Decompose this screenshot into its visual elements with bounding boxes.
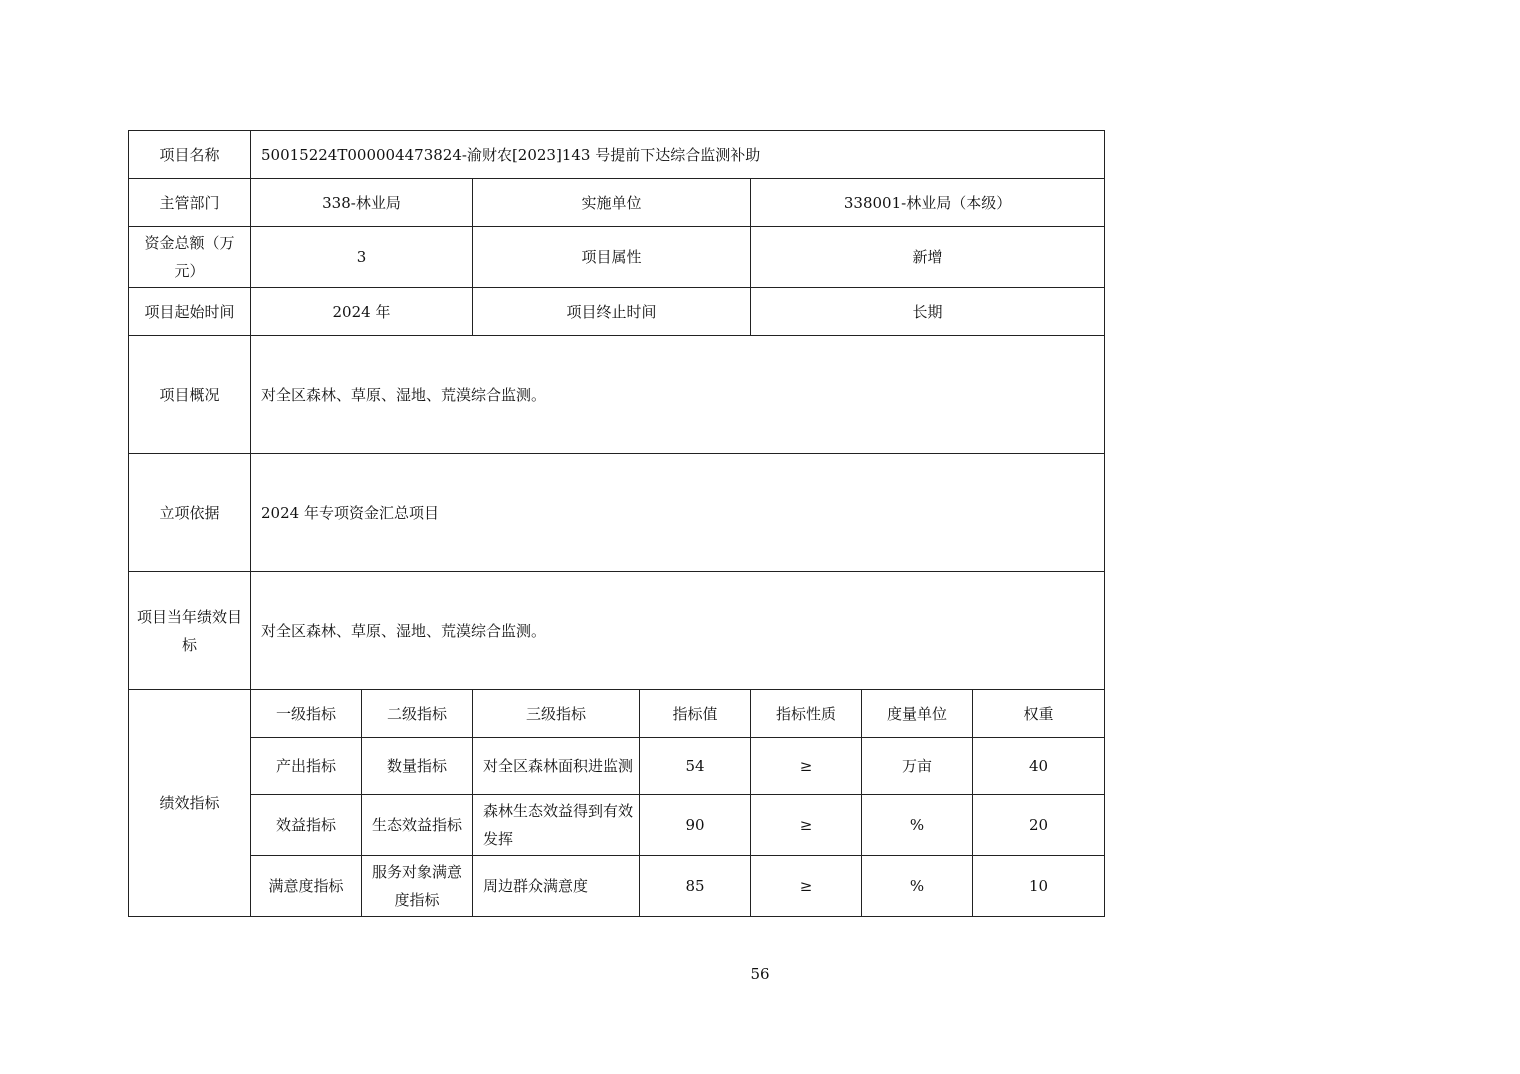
- department-label: 主管部门: [129, 179, 251, 227]
- header-value: 指标值: [640, 690, 751, 738]
- level3-cell: 森林生态效益得到有效发挥: [473, 795, 640, 856]
- weight-cell: 40: [973, 738, 1105, 795]
- weight-cell: 20: [973, 795, 1105, 856]
- header-nature: 指标性质: [751, 690, 862, 738]
- value-cell: 85: [640, 856, 751, 917]
- overview-label: 项目概况: [129, 336, 251, 454]
- header-level3: 三级指标: [473, 690, 640, 738]
- total-funds-value: 3: [251, 227, 473, 288]
- total-funds-label: 资金总额（万元）: [129, 227, 251, 288]
- unit-cell: 万亩: [862, 738, 973, 795]
- table-row: [129, 856, 1105, 917]
- header-level2: 二级指标: [362, 690, 473, 738]
- table-row: [129, 738, 1105, 795]
- level1-cell: 产出指标: [251, 738, 362, 795]
- level2-cell: 数量指标: [362, 738, 473, 795]
- project-name-value: 50015224T000004473824-渝财农[2023]143 号提前下达综合监测补助: [251, 131, 1105, 179]
- goal-value: 对全区森林、草原、湿地、荒漠综合监测。: [251, 572, 1105, 690]
- value-cell: 90: [640, 795, 751, 856]
- start-time-value: 2024 年: [251, 288, 473, 336]
- implementing-unit-value: 338001-林业局（本级）: [751, 179, 1105, 227]
- end-time-value: 长期: [751, 288, 1105, 336]
- project-attribute-value: 新增: [751, 227, 1105, 288]
- header-unit: 度量单位: [862, 690, 973, 738]
- project-name-label: 项目名称: [129, 131, 251, 179]
- level3-cell: 周边群众满意度: [473, 856, 640, 917]
- goal-label: 项目当年绩效目标: [129, 572, 251, 690]
- nature-cell: ≥: [751, 738, 862, 795]
- table-row: [129, 795, 1105, 856]
- nature-cell: ≥: [751, 795, 862, 856]
- row-funds: [129, 227, 1105, 288]
- row-overview: [129, 336, 1105, 454]
- department-value: 338-林业局: [251, 179, 473, 227]
- level1-cell: 效益指标: [251, 795, 362, 856]
- level1-cell: 满意度指标: [251, 856, 362, 917]
- row-basis: [129, 454, 1105, 572]
- unit-cell: %: [862, 856, 973, 917]
- end-time-label: 项目终止时间: [473, 288, 751, 336]
- start-time-label: 项目起始时间: [129, 288, 251, 336]
- row-goal: [129, 572, 1105, 690]
- row-dates: [129, 288, 1105, 336]
- nature-cell: ≥: [751, 856, 862, 917]
- unit-cell: %: [862, 795, 973, 856]
- basis-label: 立项依据: [129, 454, 251, 572]
- indicator-header-row: [129, 690, 1105, 738]
- overview-value: 对全区森林、草原、湿地、荒漠综合监测。: [251, 336, 1105, 454]
- header-level1: 一级指标: [251, 690, 362, 738]
- project-info-table: [128, 130, 1105, 917]
- page-number: 56: [750, 965, 770, 983]
- basis-value: 2024 年专项资金汇总项目: [251, 454, 1105, 572]
- header-weight: 权重: [973, 690, 1105, 738]
- level2-cell: 生态效益指标: [362, 795, 473, 856]
- row-project-name: [129, 131, 1105, 179]
- implementing-unit-label: 实施单位: [473, 179, 751, 227]
- indicators-section-label: 绩效指标: [129, 690, 251, 917]
- project-attribute-label: 项目属性: [473, 227, 751, 288]
- level2-cell: 服务对象满意度指标: [362, 856, 473, 917]
- level3-cell: 对全区森林面积进监测: [473, 738, 640, 795]
- weight-cell: 10: [973, 856, 1105, 917]
- value-cell: 54: [640, 738, 751, 795]
- row-department: [129, 179, 1105, 227]
